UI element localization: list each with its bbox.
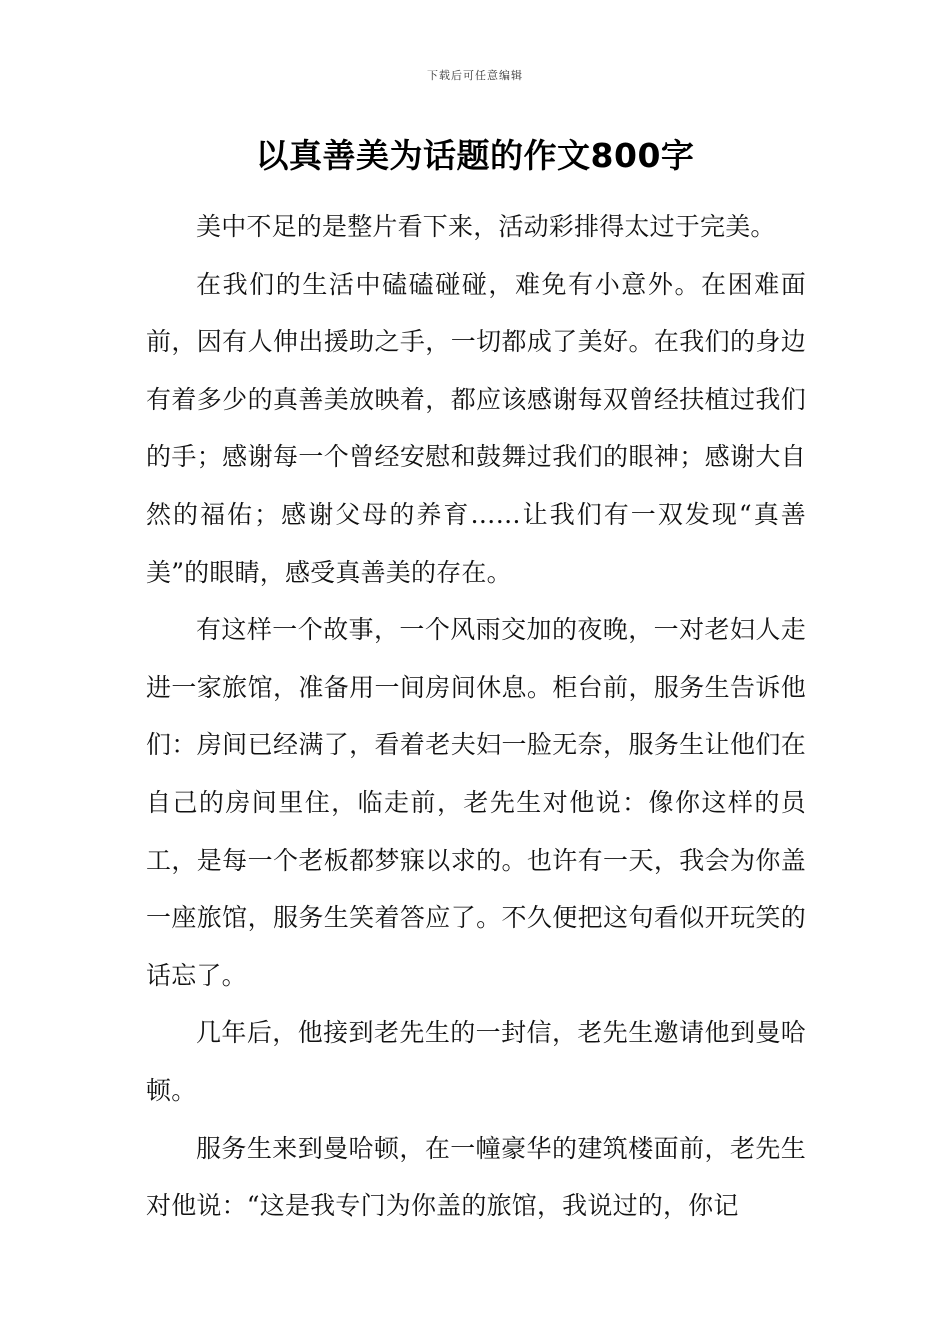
header-note: 下载后可任意编辑: [427, 69, 523, 82]
document-body: [146, 198, 806, 1235]
paragraph: 在我们的生活中磕磕碰碰，难免有小意外。在困难面前，因有人伸出援助之手，一切都成了美好。在我们的身边有着多少的真善美放映着，都应该感谢每双曾经扶植过我们的手；感谢每一个曾经安慰和鼓舞过我们的眼神；感谢大自然的福佑；感谢父母的养育……让我们有一双发现“真善美”的眼睛，感受真善美的存在。: [146, 269, 806, 587]
paragraph: 有这样一个故事，一个风雨交加的夜晚，一对老妇人走进一家旅馆，准备用一间房间休息。柜台前，服务生告诉他们：房间已经满了，看着老夫妇一脸无奈，服务生让他们在自己的房间里住，临走前，老先生对他说：像你这样的员工，是每一个老板都梦寐以求的。也许有一天，我会为你盖一座旅馆，服务生笑着答应了。不久便把这句看似开玩笑的话忘了。: [146, 615, 806, 990]
document-title: 以真善美为话题的作文800字: [255, 136, 695, 175]
paragraph: 服务生来到曼哈顿，在一幢豪华的建筑楼面前，老先生对他说：“这是我专门为你盖的旅馆，我说过的，你记: [146, 1133, 806, 1221]
paragraph: 几年后，他接到老先生的一封信，老先生邀请他到曼哈顿。: [146, 1018, 806, 1105]
paragraph: 美中不足的是整片看下来，活动彩排得太过于完美。: [196, 212, 776, 241]
